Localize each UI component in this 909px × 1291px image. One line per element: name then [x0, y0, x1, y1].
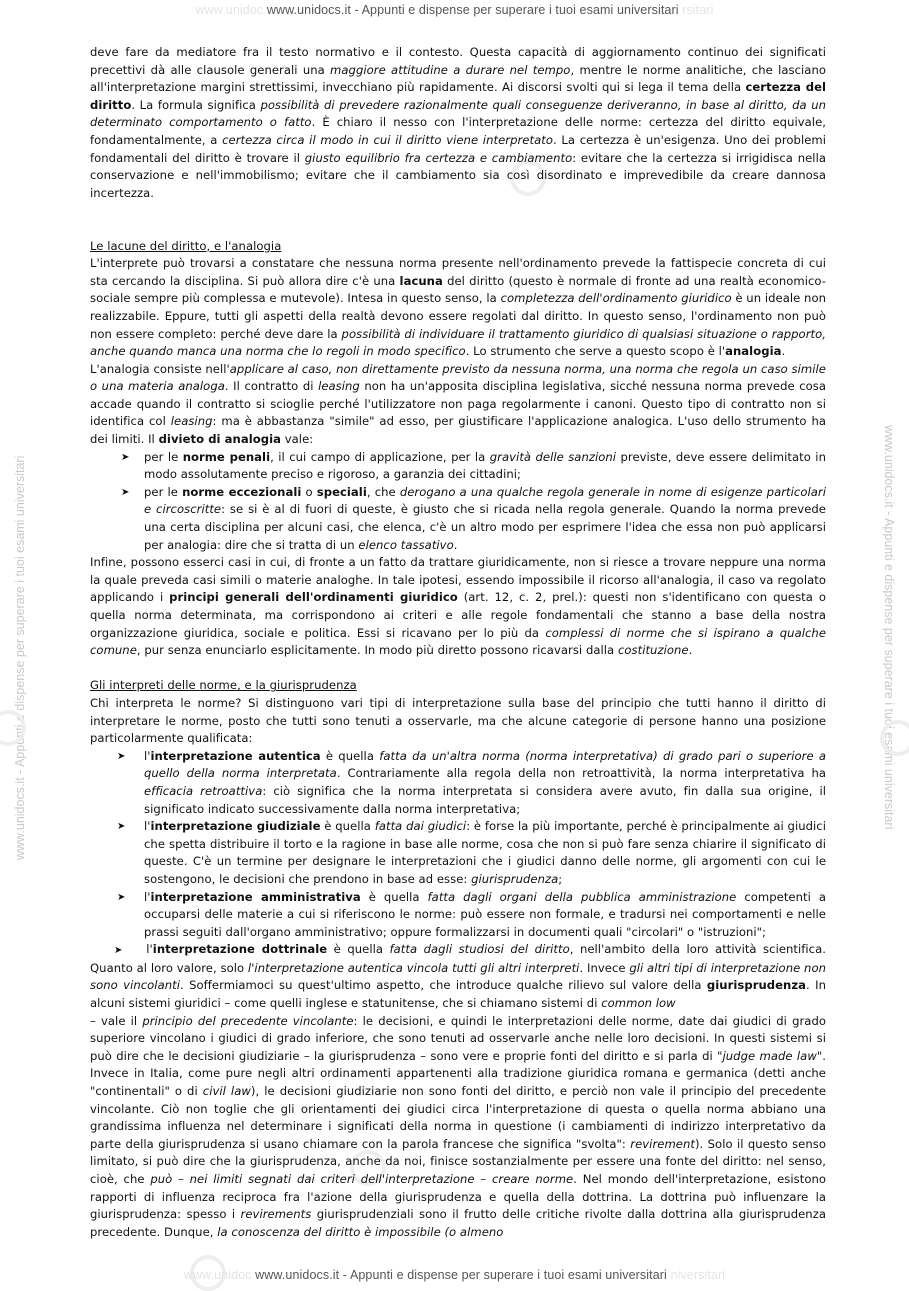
text-run: .	[781, 344, 786, 359]
italic-text: leasing	[170, 414, 213, 429]
italic-text: fatta da un'altra norma (norma interpretativa) di grado pari o superiore a quello della norma interpretata	[144, 748, 827, 781]
text-run: giurisprudenziali sono il frutto delle critiche rivolte dalla dottrina alla giurisprudenza precedente. Dunque,	[90, 1207, 826, 1239]
text-run: l'	[144, 748, 151, 763]
italic-text: civil law	[202, 1084, 251, 1099]
italic-text: la conoscenza del diritto è impossibile (o almeno	[217, 1224, 504, 1239]
text-run: ". Invece in Italia, come pure negli altri ordinamenti appartenenti alla tradizione giuridica romana e germanica (detti anche "continentali" o di	[90, 1048, 826, 1099]
italic-text: giusto equilibrio fra certezza e cambiamento	[304, 150, 573, 165]
bold-text: interpretazione autentica	[150, 748, 321, 763]
text-run: : ciò significa che la norma interpretata si considera avere avuto, fin dalla sua origine, il significato indicato successivamente dalla norma interpretativa;	[144, 783, 826, 816]
text-run: ), le decisioni giudiziarie non sono fonti del diritto, e perciò non vale il principio del precedente vincolante. Ciò non toglie che gli orientamenti dei giudici circa l'interpretazione di questa o quella norma abbiano una grandissima influenza nel determinare i significati della norma in questione (i cambiamenti di indirizzo interpretativo da parte della giurisprudenza si usano chiamare con la parola francese che significa "svolta":	[90, 1084, 826, 1151]
text-run: per le	[144, 449, 183, 464]
italic-text: possibilità di prevedere razionalmente quali conseguenze deriveranno, in base al diritto, da un determinato comportamento o fatto	[90, 97, 826, 130]
header-ghost-right: rsitari	[682, 3, 714, 17]
paragraph-analogia	[90, 361, 826, 449]
text-run: vale:	[281, 432, 314, 447]
divieto-analogia-list	[90, 449, 826, 555]
bold-text: analogia	[725, 344, 782, 359]
arrow-bullet-icon: ➤	[117, 821, 126, 833]
italic-text: l'interpretazione autentica vincola tutti gli altri interpreti	[247, 960, 580, 975]
text-run: o	[301, 484, 317, 499]
italic-text: giurisprudenza	[471, 871, 559, 886]
text-run: L'interprete può trovarsi a constatare che nessuna norma presente nell'ordinamento prevede la fattispecie concreta di cui sta cercando la disciplina. Si può allora dire c'è una	[90, 256, 826, 288]
text-run: , che	[366, 484, 400, 499]
italic-text: fatta dagli studiosi del diritto	[389, 942, 570, 957]
italic-text: principio del precedente vincolante	[142, 1013, 354, 1028]
footer-text: www.unidocs.it - Appunti e dispense per superare i tuoi esami universitari	[255, 1268, 667, 1282]
text-run: Chi interpreta le norme? Si distinguono vari tipi di interpretazione sulla base del principio che tutti hanno il diritto di interpretare le norme, posto che tutti sono tenuti a osservarle, ma che alcune categorie di persone hanno una posizione particolarmente qualificata:	[90, 695, 826, 746]
text-run: (art. 12, c. 2, prel.): questi non s'identificano con questa o quella norma determinata, ma corrispondono ai criteri e alle regole fondamentali che stanno a base della nostra organizzazione giuridica, sociale e politica. Essi si ricavano per lo più da	[90, 590, 826, 640]
text-run: Infine, possono esserci casi in cui, di fronte a un fatto da trattare giuridicamente, non si riesce a trovare neppure una norma la quale preveda casi simili o materie analoghe. In tale ipotesi, essendo impossibile il ricorso all'analogia, il caso va regolato applicando i	[90, 555, 826, 605]
text-run: è quella	[327, 942, 390, 957]
bold-text: norme eccezionali	[182, 484, 302, 499]
text-run: . In alcuni sistemi giuridici – come quelli inglese e statunitense, che si chiamano sistemi di	[90, 978, 826, 1011]
text-run: : ma è abbastanza "simile" ad esso, per giustificare l'applicazione analogica. L'uso dello strumento ha dei limiti. Il	[90, 414, 827, 447]
text-run: . Invece	[579, 960, 630, 975]
text-run: , pur senza enunciarlo esplicitamente. In modo più diretto possono ricavarsi dalla	[136, 643, 618, 658]
section-title-interpreti: Gli interpreti delle norme, e la giurisprudenza	[90, 678, 357, 693]
list-item	[90, 449, 826, 484]
italic-text: gli altri tipi di interpretazione non sono vincolanti	[90, 960, 826, 993]
italic-text: derogano a una qualche regola generale in nome di esigenze particolari e circoscritte	[144, 484, 827, 517]
italic-text: applicare al caso, non direttamente previsto da nessuna norma, una norma che regola un caso simile o una materia analoga	[90, 361, 826, 394]
text-run: , mentre le norme analitiche, che lasciano all'interpretazione margini strettissimi, invecchiano più rapidamente. Ai discorsi svolti qui si lega il tema della	[90, 62, 826, 95]
bold-text: norme penali	[182, 449, 271, 464]
bold-text: interpretazione amministrativa	[150, 889, 361, 904]
italic-text: possibilità di individuare il trattamento giuridico di qualsiasi situazione o rapporto, anche quando manca una norma che lo regoli in modo specifico	[90, 326, 826, 359]
footer-ghost-left: www.unidoc	[183, 1268, 252, 1282]
list-item	[90, 818, 826, 888]
bold-text: giurisprudenza	[706, 978, 806, 993]
bold-text: speciali	[316, 484, 367, 499]
text-run: : se si è al di fuori di queste, è giusto che si ricada nella regola generale. Quando la norma prevede una certa disciplina per alcuni casi, che elenca, c'è un altro modo per esprimere l'idea che essa non può applicarsi per analogia: dire che si tratta di un	[144, 502, 826, 552]
bold-text: certezza del diritto	[90, 80, 827, 112]
text-run: l'	[146, 942, 153, 957]
list-item	[90, 748, 826, 818]
bold-text: lacuna	[399, 273, 443, 288]
text-run: ;	[558, 871, 563, 886]
watermark-logo-icon	[880, 720, 909, 756]
page-header	[0, 3, 909, 17]
paragraph-precedente	[90, 1013, 826, 1242]
text-run: è un ideale non realizzabile. Eppure, tutti gli aspetti della realtà devono essere regolati dal diritto. In questo senso, l'ordinamento non può non essere completo: perché deve dare la	[90, 291, 826, 341]
text-run: L'analogia consiste nell'	[90, 361, 230, 376]
text-run: l'	[144, 889, 151, 904]
italic-text: common low	[601, 996, 676, 1011]
bold-text: interpretazione giudiziale	[150, 819, 321, 834]
arrow-bullet-icon: ➤	[117, 891, 126, 903]
text-run: . Il contratto di	[224, 379, 319, 394]
text-run: è quella	[360, 889, 428, 904]
text-run: , nell'ambito della loro attività scientifica. Quanto al loro valore, solo	[90, 942, 827, 975]
header-ghost-left: www.unidoc	[195, 3, 264, 17]
italic-text: leasing	[318, 379, 360, 394]
italic-text: può – nei limiti segnati dai criteri dell'interpretazione – creare norme	[150, 1172, 574, 1186]
italic-text: certezza circa il modo in cui il diritto viene interpretato	[222, 132, 553, 147]
paragraph-principi-generali	[90, 554, 826, 660]
italic-text: gravità delle sanzioni	[489, 449, 617, 464]
left-watermark: www.unidocs.it - Appunti e dispense per superare i tuoi esami universitari	[13, 455, 27, 860]
text-run: è quella	[320, 748, 380, 763]
text-run: è quella	[320, 819, 375, 834]
text-run: . Soffermiamoci su quest'ultimo aspetto, che introduce qualche rilievo sul valore della	[180, 978, 707, 993]
italic-text: revirement	[630, 1136, 695, 1151]
italic-text: costituzione	[617, 643, 689, 658]
italic-text: efficacia retroattiva	[144, 783, 263, 798]
italic-text: judge made law	[722, 1048, 817, 1063]
text-run: previste, deve essere delimitato in modo assolutamente preciso e rigoroso, a garanzia dei cittadini;	[144, 449, 826, 482]
text-run: – vale il	[90, 1013, 143, 1028]
italic-text: elenco tassativo	[358, 537, 454, 552]
text-run: , il cui campo di applicazione, per la	[270, 449, 490, 464]
italic-text: complessi di norme che si ispirano a qualche comune	[90, 625, 826, 658]
italic-text: fatta dagli organi della pubblica amministrazione	[427, 889, 737, 904]
text-run: l'	[144, 819, 151, 834]
arrow-bullet-icon: ➤	[117, 750, 126, 762]
text-run: . Contrariamente alla regola della non retroattività, la norma interpretativa ha	[336, 766, 826, 781]
paragraph-chi-interpreta	[90, 695, 826, 748]
text-run: .	[453, 537, 458, 552]
footer-ghost-right: niversitari	[670, 1268, 726, 1282]
bold-text: interpretazione dottrinale	[152, 942, 328, 957]
text-run: . Lo strumento che serve a questo scopo è l'	[465, 344, 726, 359]
text-run: del diritto (questo è normale di fronte ad una realtà economico-sociale sempre più complessa e mutevole). Intesa in questo senso, la	[90, 273, 826, 306]
right-watermark: www.unidocs.it - Appunti e dispense per superare i tuoi esami universitari	[882, 425, 896, 830]
text-run: deve fare da mediatore fra il testo normativo e il contesto. Questa capacità di aggiornamento continuo dei significati precettivi dà alle clausole generali una	[90, 45, 826, 77]
document-body	[90, 44, 826, 1241]
paragraph-certezza	[90, 44, 826, 202]
header-text: www.unidocs.it - Appunti e dispense per superare i tuoi esami universitari	[266, 3, 679, 17]
list-item	[90, 484, 826, 554]
text-run: : evitare che la certezza si irrigidisca nella conservazione e nell'immobilismo; evitare che il cambiamento sia così disordinato e imprevedibile da creare dannosa incertezza.	[90, 150, 826, 200]
page-footer	[0, 1268, 909, 1282]
arrow-bullet-icon: ➤	[121, 486, 130, 498]
arrow-bullet-icon: ➤	[121, 451, 130, 463]
italic-text: fatta dai giudici	[374, 819, 467, 834]
italic-text: maggiore attitudine a durare nel tempo	[330, 62, 571, 77]
paragraph-lacuna	[90, 255, 826, 361]
text-run: : è forse la più importante, perché è principalmente ai giudici che spetta distribuire il torto e la ragione in base alle norme, cosa che non si può fare senza chiarire il significato di queste. C'è un termine per designare le interpretazioni che i giudici danno delle norme, gli argomenti con cui le sostengono, le decisioni che prendono in base ad esse:	[144, 819, 826, 886]
text-run: . Nel mondo dell'interpretazione, esistono rapporti di influenza reciproca fra l'azione della giurisprudenza e quella della dottrina. La dottrina può influenzare la giurisprudenza: spesso i	[90, 1172, 827, 1222]
list-item	[90, 889, 826, 942]
bold-text: divieto di analogia	[158, 432, 281, 447]
interpretazione-types-list	[90, 748, 826, 942]
section-title-lacune: Le lacune del diritto, e l'analogia	[90, 238, 282, 253]
text-run: non ha un'apposita disciplina legislativa, sicché nessuna norma prevede cosa accade quando il contratto si scioglie perché l'utilizzatore non paga regolarmente i canoni. Questo tipo di contratto non si identifica col	[90, 379, 827, 429]
paragraph-dottrinale	[90, 941, 826, 1012]
text-run: per le	[144, 484, 183, 499]
bold-text: principi generali dell'ordinamenti giuridico	[169, 590, 458, 605]
text-run: ). Solo il questo senso limitato, si può dire che la giurisprudenza, anche da noi, finisce sostanzialmente per essere una fonte del diritto: nel senso, cioè, che	[90, 1136, 826, 1186]
text-run: competenti a occuparsi delle materie a cui si riferiscono le norme: può essere non formale, e tradursi nei comportamenti e nelle prassi seguiti dall'organo amministrativo; oppure formalizzarsi in documenti quali "circolari" o "istruzioni";	[144, 889, 826, 939]
text-run: : le decisioni, e quindi le interpretazioni delle norme, date dai giudici di grado superiore vincolano i giudici di grado inferiore, che sono tenuti ad osservarle anche nelle loro decisioni. In questi sistemi si può dire che le decisioni giudiziarie – la giurisprudenza – sono vere e proprie fonti del diritto e si parla di "	[90, 1013, 826, 1063]
arrow-bullet-icon: ➤	[114, 945, 147, 957]
text-run: . La formula significa	[131, 97, 261, 112]
text-run: .	[688, 643, 693, 658]
text-run: . È chiaro il nesso con l'interpretazione delle norme: certezza del diritto equivale, fondamentalmente, a	[90, 115, 826, 147]
italic-text: completezza dell'ordinamento giuridico	[500, 291, 732, 306]
text-run: . La certezza è un'esigenza. Uno dei problemi fondamentali del diritto è trovare il	[90, 132, 827, 165]
italic-text: revirements	[240, 1207, 312, 1222]
